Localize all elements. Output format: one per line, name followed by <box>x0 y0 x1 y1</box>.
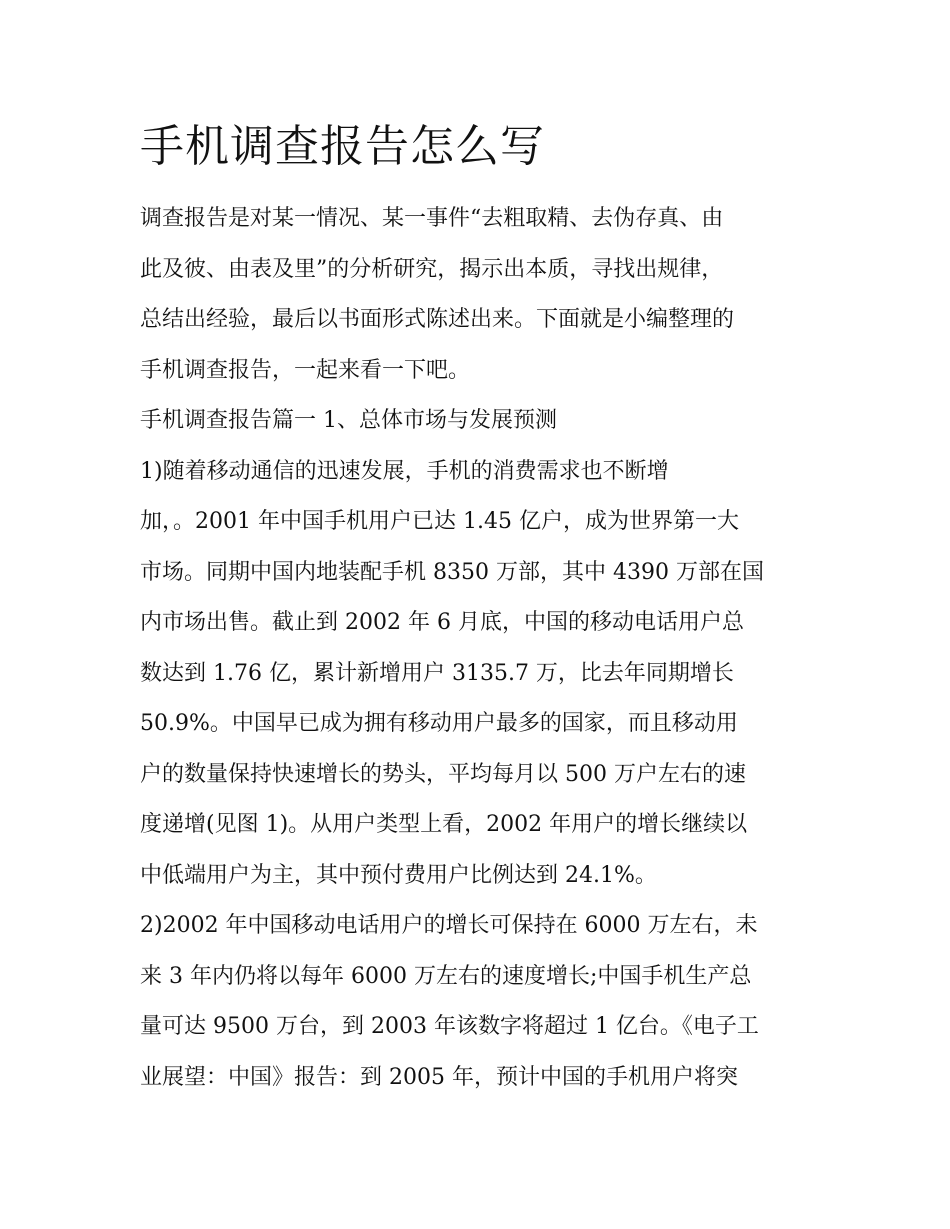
section-heading: 手机调查报告篇一 1、总体市场与发展预测 <box>140 408 557 433</box>
body-line: 量可达 9500 万台，到 2003 年该数字将超过 1 亿台。《电子工 <box>140 1014 759 1039</box>
body-line: 业展望：中国》报告：到 2005 年，预计中国的手机用户将突 <box>140 1064 738 1090</box>
document-page <box>140 115 812 1103</box>
document-body <box>140 194 812 1103</box>
body-line: 加，。2001 年中国手机用户已达 1.45 亿户，成为世界第一大 <box>140 509 739 534</box>
body-line: 户的数量保持快速增长的势头，平均每月以 500 万户左右的速 <box>140 761 746 787</box>
body-line: 内市场出售。截止到 2002 年 6 月底，中国的移动电话用户总 <box>140 610 744 635</box>
body-line: 来 3 年内仍将以每年 6000 万左右的速度增长;中国手机生产总 <box>140 963 752 989</box>
body-line: 50.9%。中国早已成为拥有移动用户最多的国家，而且移动用 <box>140 711 738 736</box>
body-line: 1)随着移动通信的迅速发展，手机的消费需求也不断增 <box>140 458 669 484</box>
body-line: 调查报告是对某一情况、某一事件“去粗取精、去伪存真、由 <box>140 206 724 231</box>
page-title: 手机调查报告怎么写 <box>140 121 545 172</box>
body-line: 2)2002 年中国移动电话用户的增长可保持在 6000 万左右，未 <box>140 913 758 938</box>
body-line: 中低端用户为主，其中预付费用户比例达到 24.1%。 <box>140 862 657 888</box>
body-line: 此及彼、由表及里”的分析研究，揭示出本质，寻找出规律， <box>140 256 724 282</box>
body-line: 度递增(见图 1)。从用户类型上看，2002 年用户的增长继续以 <box>140 812 748 837</box>
body-line: 市场。同期中国内地装配手机 8350 万部，其中 4390 万部在国 <box>140 559 764 585</box>
body-line: 手机调查报告，一起来看一下吧。 <box>140 357 471 383</box>
body-line: 数达到 1.76 亿，累计新增用户 3135.7 万，比去年同期增长 <box>140 660 734 686</box>
body-line: 总结出经验，最后以书面形式陈述出来。下面就是小编整理的 <box>140 307 735 332</box>
